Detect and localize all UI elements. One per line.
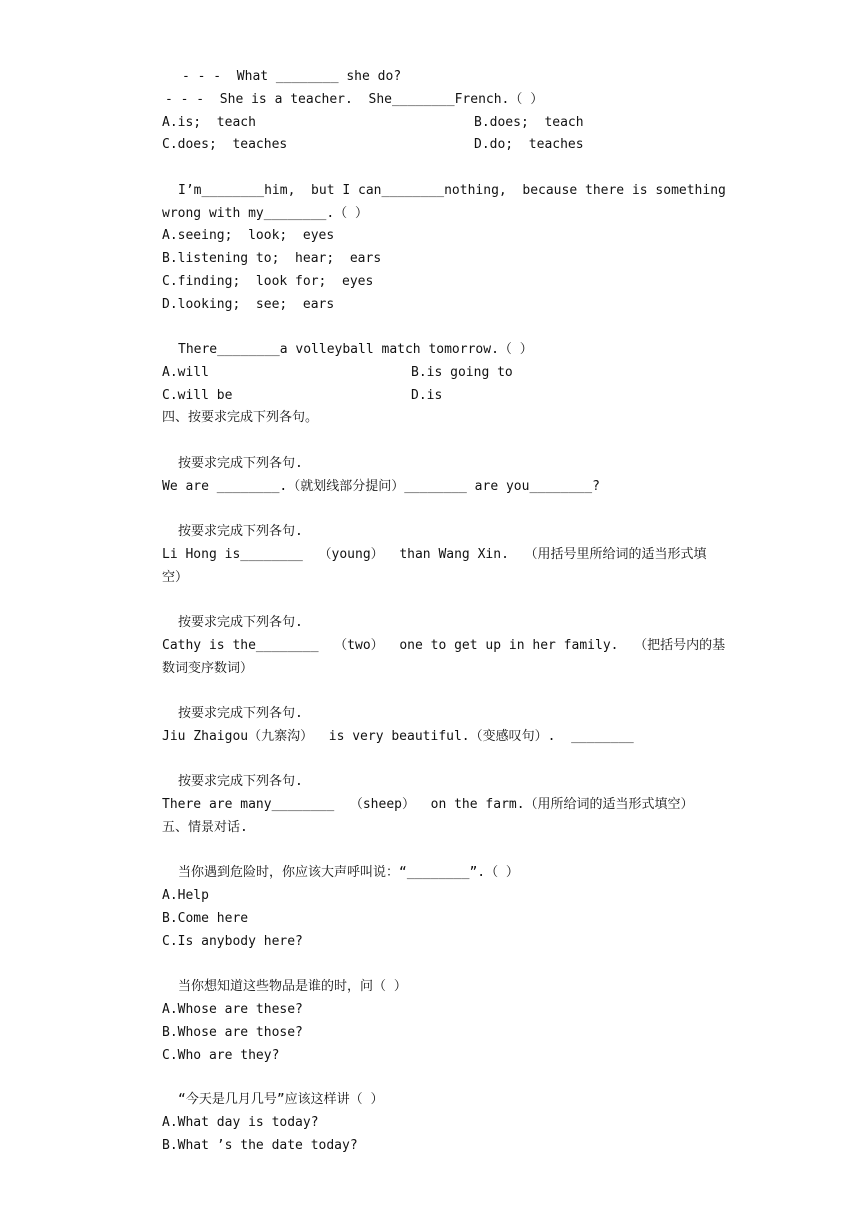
s4-item1-instruction: 按要求完成下列各句.: [178, 456, 303, 471]
s5-item2-option-a: A.Whose are these?: [162, 1002, 303, 1017]
s5-item2-option-c: C.Who are they?: [162, 1048, 280, 1063]
section5-heading: 五、情景对话.: [162, 820, 248, 835]
q3-option-b: B.is going to: [411, 365, 513, 380]
q3-line1: There________a volleyball match tomorrow.（ ）: [178, 342, 533, 357]
q3-option-a: A.will: [162, 365, 209, 380]
s5-item1-option-c: C.Is anybody here?: [162, 934, 303, 949]
q2-line1: I’m________him, but I can________nothing, because there is something: [178, 183, 726, 198]
s4-item4-instruction: 按要求完成下列各句.: [178, 706, 303, 721]
section4-heading: 四、按要求完成下列各句。: [162, 410, 319, 425]
q2-option-d: D.looking; see; ears: [162, 297, 335, 312]
q1-option-b: B.does; teach: [474, 115, 584, 130]
q2-option-c: C.finding; look for; eyes: [162, 274, 374, 289]
s4-item3-line2: 数词变序数词）: [162, 661, 254, 676]
q1-option-a: A.is; teach: [162, 115, 256, 130]
s5-item1-option-a: A.Help: [162, 888, 209, 903]
q2-option-a: A.seeing; look; eyes: [162, 228, 335, 243]
s4-item5-instruction: 按要求完成下列各句.: [178, 774, 303, 789]
q1-option-d: D.do; teaches: [474, 137, 584, 152]
s4-item3-line1: Cathy is the________ （two） one to get up in her family. （把括号内的基: [162, 638, 726, 653]
s5-item1-option-b: B.Come here: [162, 911, 249, 926]
s5-item3-option-b: B.What ’s the date today?: [162, 1138, 358, 1153]
q1-line2: - - - She is a teacher. She________French.（ ）: [165, 92, 544, 107]
s4-item1-line1: We are ________.（就划线部分提问）________ are you________?: [162, 479, 600, 494]
q1-line1: - - - What ________ she do?: [182, 69, 402, 84]
s4-item3-instruction: 按要求完成下列各句.: [178, 615, 303, 630]
q2-line2: wrong with my________.（ ）: [162, 206, 369, 221]
s5-item1-question: 当你遇到危险时，你应该大声呼叫说：“________”.（ ）: [178, 865, 519, 880]
s4-item2-line1: Li Hong is________ （young） than Wang Xin. （用括号里所给词的适当形式填: [162, 547, 707, 562]
s4-item2-line2: 空）: [162, 570, 189, 585]
s4-item4-line1: Jiu Zhaigou（九寨沟） is very beautiful.（变感叹句）. ________: [162, 729, 634, 744]
s5-item3-question: “今天是几月几号”应该这样讲（ ）: [178, 1092, 384, 1107]
s5-item2-question: 当你想知道这些物品是谁的时，问（ ）: [178, 979, 407, 994]
q3-option-d: D.is: [411, 388, 443, 403]
q1-option-c: C.does; teaches: [162, 137, 288, 152]
s4-item5-line1: There are many________ （sheep） on the farm.（用所给词的适当形式填空）: [162, 797, 694, 812]
q2-option-b: B.listening to; hear; ears: [162, 251, 382, 266]
s4-item2-instruction: 按要求完成下列各句.: [178, 524, 303, 539]
s5-item2-option-b: B.Whose are those?: [162, 1025, 303, 1040]
q3-option-c: C.will be: [162, 388, 233, 403]
s5-item3-option-a: A.What day is today?: [162, 1115, 319, 1130]
